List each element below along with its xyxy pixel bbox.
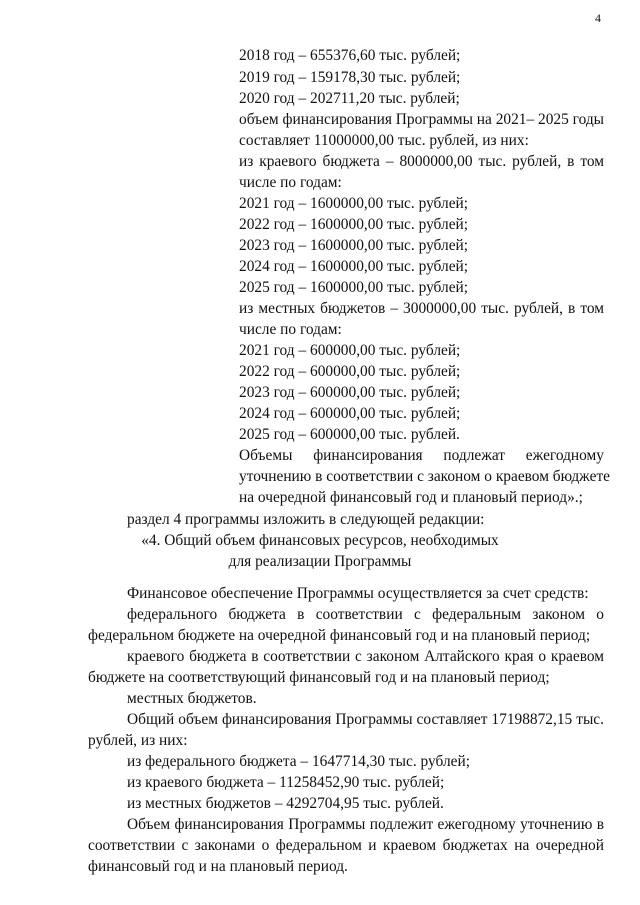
text-line: федерального бюджета в соответствии с федеральным законом о [127, 606, 604, 623]
text-line: числе по годам: [239, 321, 342, 338]
text-line: 2018 год – 655376,60 тыс. рублей; [239, 47, 461, 64]
text-line: составляет 11000000,00 тыс. рублей, из них: [239, 132, 529, 149]
text-line: 2021 год – 1600000,00 тыс. рублей; [239, 195, 469, 212]
text-line: финансовый год и на плановый период. [88, 858, 348, 875]
text-line: 2025 год – 1600000,00 тыс. рублей; [239, 279, 469, 296]
text-line: 2023 год – 600000,00 тыс. рублей; [239, 384, 461, 401]
section-title-line: «4. Общий объем финансовых ресурсов, необходимых [141, 532, 499, 549]
text-line: 2019 год – 159178,30 тыс. рублей; [239, 69, 461, 86]
text-line: 2020 год – 202711,20 тыс. рублей; [239, 90, 460, 107]
page-number: 4 [595, 11, 601, 25]
text-line: из местных бюджетов – 4292704,95 тыс. рублей. [127, 795, 444, 812]
text-line: 2022 год – 1600000,00 тыс. рублей; [239, 216, 469, 233]
text-line: Объем финансирования Программы подлежит ежегодному уточнению в [127, 816, 604, 833]
text-line: числе по годам: [239, 174, 342, 191]
text-line: Объемы финансирования подлежат ежегодному [239, 447, 604, 464]
text-line: 2023 год – 1600000,00 тыс. рублей; [239, 237, 469, 254]
text-line: 2024 год – 600000,00 тыс. рублей; [239, 405, 461, 422]
text-line: из местных бюджетов – 3000000,00 тыс. рублей, в том [239, 300, 604, 317]
text-line: Финансовое обеспечение Программы осуществляется за счет средств: [127, 585, 589, 602]
text-line: объем финансирования Программы на 2021– 2025 годы [239, 111, 605, 128]
text-line: рублей, из них: [88, 732, 188, 749]
text-line: краевого бюджета в соответствии с законом Алтайского края о краевом [127, 648, 604, 665]
section-title-line: для реализации Программы [228, 553, 412, 570]
text-line: 2025 год – 600000,00 тыс. рублей. [239, 426, 460, 443]
text-line: местных бюджетов. [127, 690, 257, 707]
section-intro: раздел 4 программы изложить в следующей редакции: [127, 511, 485, 528]
text-line: из федерального бюджета – 1647714,30 тыс. рублей; [127, 753, 470, 770]
text-line: соответствии с законами о федеральном и краевом бюджетах на очередной [88, 837, 604, 854]
text-line: федеральном бюджете на очередной финансовый год и на плановый период; [88, 627, 591, 644]
text-line: на очередной финансовый год и плановый период».; [239, 489, 583, 506]
text-line: уточнению в соответствии с законом о краевом бюджете [239, 468, 610, 485]
text-line: 2024 год – 1600000,00 тыс. рублей; [239, 258, 469, 275]
text-line: Общий объем финансирования Программы составляет 17198872,15 тыс. [127, 711, 604, 728]
text-line: бюджете на соответствующий финансовый год и на плановый период; [88, 669, 550, 686]
text-line: из краевого бюджета – 8000000,00 тыс. рублей, в том [239, 153, 604, 170]
text-line: 2021 год – 600000,00 тыс. рублей; [239, 342, 461, 359]
text-line: из краевого бюджета – 11258452,90 тыс. рублей; [127, 774, 445, 791]
text-line: 2022 год – 600000,00 тыс. рублей; [239, 363, 461, 380]
